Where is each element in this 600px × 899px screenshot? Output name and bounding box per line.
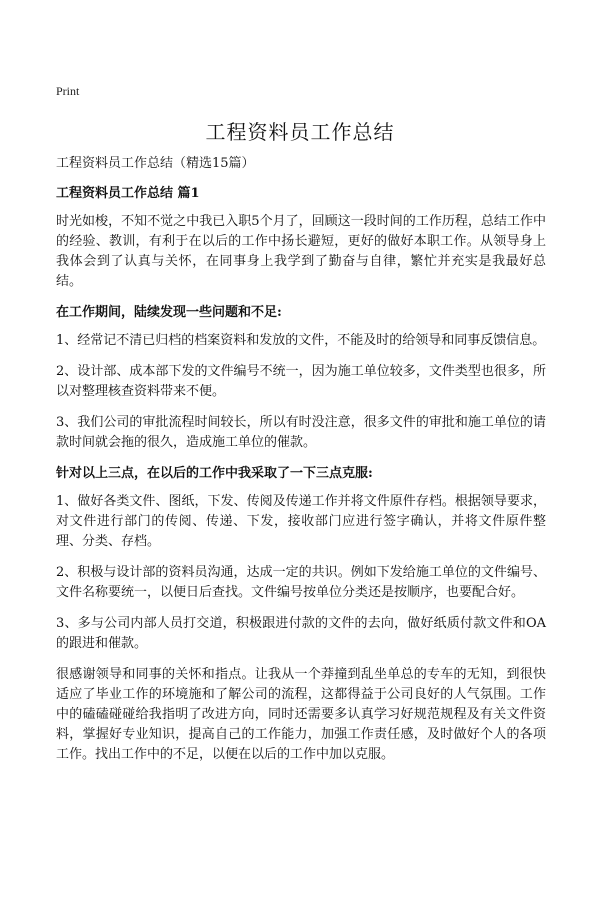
solution-item: 3、多与公司内部人员打交道，积极跟进付款的文件的去向，做好纸质付款文件和OA的跟进和催款。 (56, 616, 546, 651)
solutions-heading: 针对以上三点，在以后的工作中我采取了一下三点克服: (56, 466, 373, 481)
solution-item: 2、积极与设计部的资料员沟通，达成一定的共识。例如下发给施工单位的文件编号、文件名称要统一，以便日后查找。文件编号按单位分类还是按顺序，也要配合好。 (56, 565, 546, 600)
closing-paragraph: 很感谢领导和同事的关怀和指点。让我从一个莽撞到乱坐单总的专车的无知，到很快适应了毕业工作的环境施和了解公司的流程，这都得益于公司良好的人气氛围。工作中的磕磕碰碰给我指明了改进方向，同时还需要多认真学习好规范规程及有关文件资料，掌握好专业知识，提高自己的工作能力，加强工作责任感，及时做好个人的各项工作。找出工作中的不足，以便在以后的工作中加以克服。 (56, 667, 546, 762)
problem-item: 2、设计部、成本部下发的文件编号不统一，因为施工单位较多，文件类型也很多，所以对整理核查资料带来不便。 (56, 364, 546, 399)
print-link[interactable]: Print (56, 84, 80, 98)
document-body (56, 154, 546, 776)
page-title: 工程资料员工作总结 (205, 120, 395, 144)
intro-paragraph: 时光如梭，不知不觉之中我已入职5个月了，回顾这一段时间的工作历程，总结工作中的经验、教训，有利于在以后的工作中扬长避短，更好的做好本职工作。从领导身上我体会到了认真与关怀，在同事身上我学到了勤奋与自律，繁忙并充实是我最好总结。 (56, 214, 546, 289)
problems-heading: 在工作期间，陆续发现一些问题和不足: (56, 305, 282, 320)
article-heading: 工程资料员工作总结 篇1 (56, 186, 200, 201)
problem-item: 1、经常记不清已归档的档案资料和发放的文件，不能及时的给领导和同事反馈信息。 (56, 333, 546, 348)
problem-item: 3、我们公司的审批流程时间较长，所以有时没注意，很多文件的审批和施工单位的请款时间就会拖的很久，造成施工单位的催款。 (56, 415, 546, 450)
solution-item: 1、做好各类文件、图纸，下发、传阅及传递工作并将文件原件存档。根据领导要求，对文件进行部门的传阅、传递、下发，接收部门应进行签字确认，并将文件原件整理、分类、存档。 (56, 494, 546, 549)
document-subtitle: 工程资料员工作总结（精选15篇） (56, 156, 255, 171)
